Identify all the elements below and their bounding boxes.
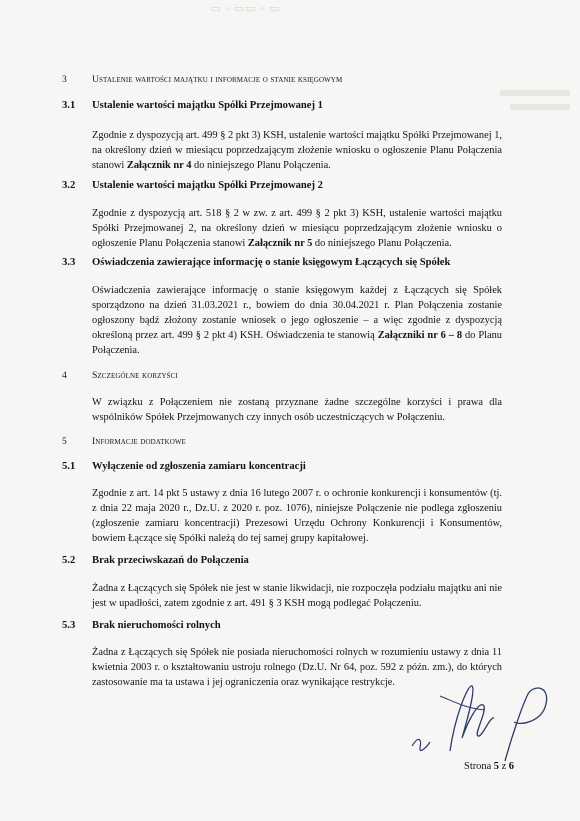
document-page: ▭ ◦ ▭▭ ◦ ▭ 3 Ustalenie wartości majątku i informacje o stanie księgowym 3.1 Ustalenie wartości majątku Spółki Przejmowanej 1 Zgodnie z dyspozycją art. 499 § 2 pkt 3) KSH, ustalenie wartości majątku Spółki Przejmowanej 1, na określony dzień w miesiącu poprzedzającym złożenie wniosku o ogłoszenie Planu Połączenia stanowi Załącznik nr 4 do niniejszego Planu Połączenia. 3.2 Ustalenie wartości majątku Spółki Przejmowanej 2 Zgodnie z dyspozycją art. 518 § 2 w zw. z art. 499 § 2 pkt 3) KSH, ustalenie wartości majątku Spółki Przejmowanej 2, na określony dzień w miesiącu poprzedzającym złożenie wniosku o ogłoszenie Planu Połączenia stanowi Załącznik nr 5 do niniejszego Planu Połączenia. 3.3 Oświadczenia zawierające informację o stanie księgowym Łączących się Spółek Oświadczenia zawierające informację o stanie księgowym każdej z Łączących się Spółek sporządzono na dzień 31.03.2021 r., bowiem do dnia 30.04.2021 r. Plan Połączenia zostanie ogłoszony bądź złożony zostanie wniosek o jego ogłoszenie – a więc zgodnie z dyspozycją określoną przez art. 499 § 2 pkt 4) KSH. Oświadczenia te stanowią Załączniki nr 6 – 8 do Planu Połączenia. 4 Szczególne korzyści W związku z Połączeniem nie zostaną przyznane żadne szczególne korzyści i prawa dla wspólników Spółek Przejmowanych czy innych osób uczestniczących w Połączeniu. 5 Informacje dodatkowe 5.1 Wyłączenie od zgłoszenia zamiaru koncentracji Zgodnie z art. 14 pkt 5 ustawy z dnia 16 lutego 2007 r. o ochronie konkurencji i konsumentów (tj. z dnia 22 maja 2020 r., Dz.U. z 2020 r. poz. 1076), niniejsze Połączenie nie podlega zgłoszeniu (zgłoszenie zamiaru koncentracji) Prezesowi Urzędu Ochrony Konkurencji i Konsumentów, bowiem Łączące się Spółki należą do tej samej grupy kapitałowej. 5.2 Brak przeciwskazań do Połączenia Żadna z Łączących się Spółek nie jest w stanie likwidacji, nie rozpoczęła podziału majątku ani nie jest w upadłości, zatem zgodnie z art. 491 § 3 KSH mogą podlegać Połączeniu. 5.3 Brak nieruchomości rolnych Żadna z Łączących się Spółek nie posiada nieruchomości rolnych w rozumieniu ustawy z dnia 11 kwietnia 2003 r. o kształtowaniu ustroju rolnego (Dz.U. Nr 64, poz. 592 z późn. zm.), do których zastosowanie ma ta ustawa i jej ograniczenia oraz wynikające restrykcje. Strona 5 z 6 <box>0 0 580 821</box>
scan-bleed-mark <box>500 90 570 96</box>
section-5-1-paragraph: Zgodnie z art. 14 pkt 5 ustawy z dnia 16 lutego 2007 r. o ochronie konkurencji i konsumentów (tj. z dnia 22 maja 2020 r., Dz.U. z 2020 r. poz. 1076), niniejsze Połączenie nie podlega zgłoszeniu (zgłoszenie zamiaru koncentracji) Prezesowi Urzędu Ochrony Konkurencji i Konsumentów, bowiem Łączące się Spółki należą do tej samej grupy kapitałowej. <box>92 488 502 544</box>
handwritten-signature <box>410 676 560 766</box>
section-3-1-paragraph: Zgodnie z dyspozycją art. 499 § 2 pkt 3) KSH, ustalenie wartości majątku Spółki Przejmowanej 1, na określony dzień w miesiącu poprzedzającym złożenie wniosku o ogłoszenie Planu Połączenia stanowi Załącznik nr 4 do niniejszego Planu Połączenia. <box>92 130 502 171</box>
scan-bleed-through: ▭ ◦ ▭▭ ◦ ▭ <box>210 3 281 15</box>
section-3-3-paragraph: Oświadczenia zawierające informację o stanie księgowym każdej z Łączących się Spółek sporządzono na dzień 31.03.2021 r., bowiem do dnia 30.04.2021 r. Plan Połączenia zostanie ogłoszony bądź złożony zostanie wniosek o jego ogłoszenie – a więc zgodnie z dyspozycją określoną przez art. 499 § 2 pkt 4) KSH. Oświadczenia te stanowią Załączniki nr 6 – 8 do Planu Połączenia. <box>92 285 502 356</box>
section-5-2-paragraph: Żadna z Łączących się Spółek nie jest w stanie likwidacji, nie rozpoczęła podziału majątku ani nie jest w upadłości, zatem zgodnie z art. 491 § 3 KSH mogą podlegać Połączeniu. <box>92 583 502 609</box>
page-number-footer: Strona 5 z 6 <box>464 761 514 772</box>
section-5-3-paragraph: Żadna z Łączących się Spółek nie posiada nieruchomości rolnych w rozumieniu ustawy z dnia 11 kwietnia 2003 r. o kształtowaniu ustroju rolnego (Dz.U. Nr 64, poz. 592 z późn. zm.), do których zastosowanie ma ta ustawa i jej ograniczenia oraz wynikające restrykcje. <box>92 647 502 688</box>
scan-bleed-mark <box>510 104 570 110</box>
section-4-paragraph: W związku z Połączeniem nie zostaną przyznane żadne szczególne korzyści i prawa dla wspólników Spółek Przejmowanych czy innych osób uczestniczących w Połączeniu. <box>92 397 502 423</box>
section-3-2-paragraph: Zgodnie z dyspozycją art. 518 § 2 w zw. z art. 499 § 2 pkt 3) KSH, ustalenie wartości majątku Spółki Przejmowanej 2, na określony dzień w miesiącu poprzedzającym złożenie wniosku o ogłoszenie Planu Połączenia stanowi Załącznik nr 5 do niniejszego Planu Połączenia. <box>92 208 502 249</box>
